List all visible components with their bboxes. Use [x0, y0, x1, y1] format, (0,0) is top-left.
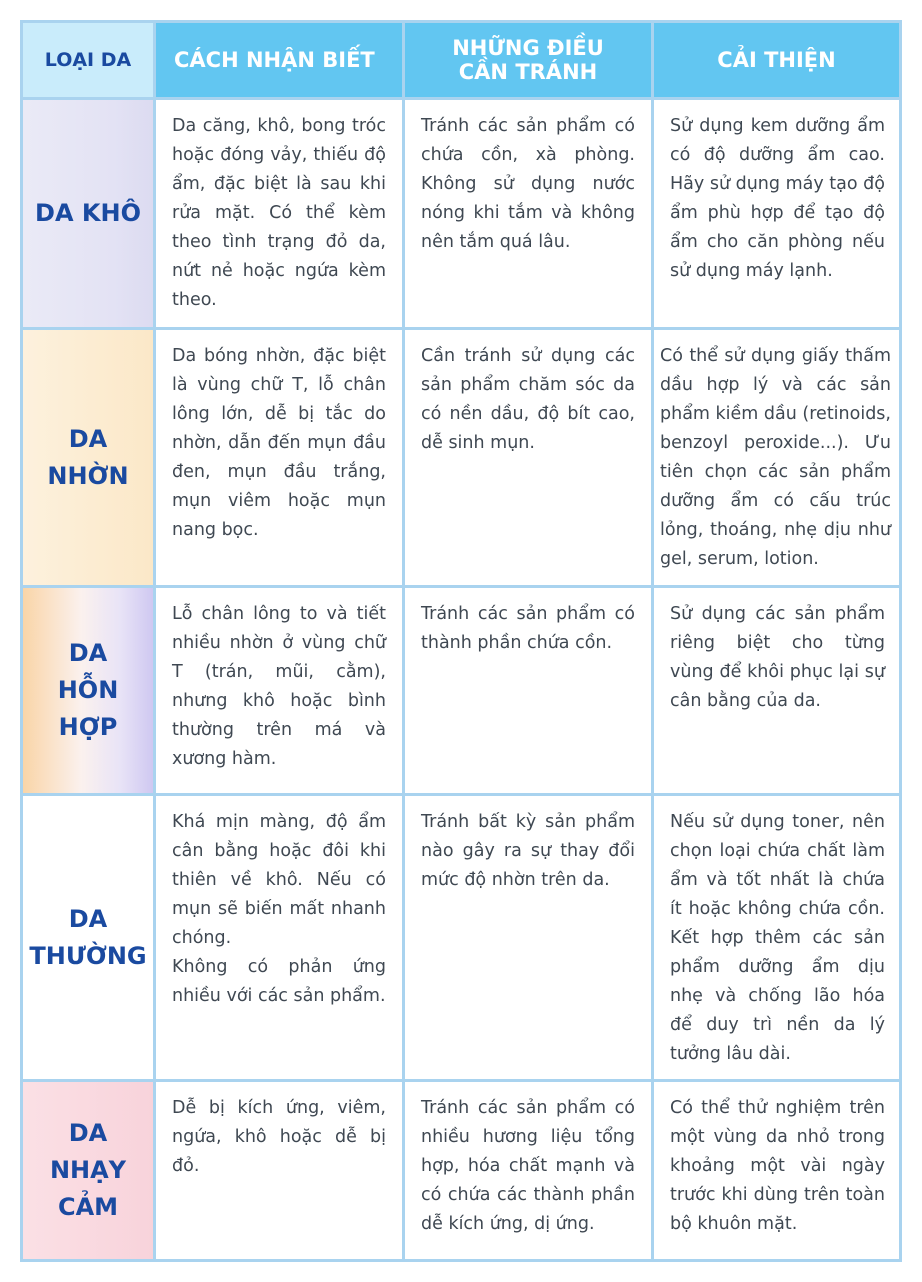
identify-text: Dễ bị kích ứng, viêm, ngứa, khô hoặc dễ bị đỏ. [172, 1098, 386, 1176]
identify-text: Da bóng nhờn, đặc biệt là vùng chữ T, lỗ chân lông lớn, dễ bị tắc do nhờn, dẫn đến mụn đầu đen, mụn đầu trắng, mụn viêm hoặc mụn nang bọc. [172, 346, 386, 540]
identify-cell [156, 796, 402, 1079]
header-improve: CẢI THIỆN [654, 23, 899, 97]
table-header-row [23, 23, 899, 97]
improve-cell [654, 100, 899, 327]
skin-type-label: DA KHÔ [35, 199, 141, 227]
improve-text: Sử dụng các sản phẩm riêng biệt cho từng vùng để khôi phục lại sự cân bằng của da. [670, 604, 885, 711]
header-skin-type: LOẠI DA [23, 23, 153, 97]
identify-cell [156, 588, 402, 793]
skin-type-label: HỖN [57, 676, 119, 704]
header-avoid-line2: CẦN TRÁNH [458, 60, 598, 84]
improve-cell [654, 330, 899, 585]
skin-type-label: DA [68, 904, 108, 933]
header-identify: CÁCH NHẬN BIẾT [156, 23, 402, 97]
table-row-oily-skin [23, 330, 899, 585]
avoid-cell [405, 1082, 651, 1259]
skin-type-label: DA [68, 639, 108, 667]
avoid-text: Tránh bất kỳ sản phẩm nào gây ra sự thay đổi mức độ nhờn trên da. [421, 812, 635, 890]
identify-cell [156, 100, 402, 327]
identify-cell [156, 330, 402, 585]
skin-type-table [20, 20, 902, 1262]
header-avoid [405, 23, 651, 97]
skin-type-label: HỢP [58, 713, 118, 741]
identify-text: Không có phản ứng nhiều với các sản phẩm. [172, 957, 386, 1006]
identify-text: Da căng, khô, bong tróc hoặc đóng vảy, thiếu độ ẩm, đặc biệt là sau khi rửa mặt. Có thể kèm theo tình trạng đỏ da, nứt nẻ hoặc ngứa kèm theo. [172, 116, 386, 310]
avoid-text: Tránh các sản phẩm có nhiều hương liệu tổng hợp, hóa chất mạnh và có chứa các thành phần dễ kích ứng, dị ứng. [421, 1098, 635, 1234]
skin-type-oily [23, 330, 153, 585]
skin-type-label: THƯỜNG [29, 941, 147, 970]
avoid-cell [405, 588, 651, 793]
skin-type-dry [23, 100, 153, 327]
improve-cell [654, 588, 899, 793]
avoid-cell [405, 100, 651, 327]
skin-type-label: DA [68, 1119, 108, 1147]
table-row-dry-skin [23, 100, 899, 327]
avoid-cell [405, 796, 651, 1079]
improve-text: Nếu sử dụng toner, nên chọn loại chứa chất làm ẩm và tốt nhất là chứa ít hoặc không chứa cồn. Kết hợp thêm các sản phẩm dưỡng ẩm dịu nhẹ và chống lão hóa để duy trì nền da lý tưởng lâu dài. [670, 812, 885, 1064]
header-avoid-line1: NHỮNG ĐIỀU [452, 36, 604, 60]
skin-type-label: NHỜN [47, 461, 129, 490]
skin-type-label: DA [68, 424, 108, 453]
avoid-text: Tránh các sản phẩm có chứa cồn, xà phòng. Không sử dụng nước nóng khi tắm và không nên tắm quá lâu. [421, 116, 635, 252]
avoid-text: Cần tránh sử dụng các sản phẩm chăm sóc da có nền dầu, độ bít cao, dễ sinh mụn. [421, 346, 635, 453]
avoid-text: Tránh các sản phẩm có thành phần chứa cồn. [421, 604, 635, 653]
improve-text: Có thể thử nghiệm trên một vùng da nhỏ trong khoảng một vài ngày trước khi dùng trên toàn bộ khuôn mặt. [670, 1098, 885, 1234]
table-row-sensitive-skin [23, 1082, 899, 1259]
identify-cell [156, 1082, 402, 1259]
skin-type-label: NHẠY [49, 1156, 127, 1184]
skin-type-normal [23, 796, 153, 1079]
skin-type-sensitive [23, 1082, 153, 1259]
avoid-cell [405, 330, 651, 585]
improve-cell [654, 796, 899, 1079]
identify-text: Lỗ chân lông to và tiết nhiều nhờn ở vùng chữ T (trán, mũi, cằm), nhưng khô hoặc bình thường trên má và xương hàm. [172, 604, 386, 769]
improve-text: Sử dụng kem dưỡng ẩm có độ dưỡng ẩm cao. Hãy sử dụng máy tạo độ ẩm phù hợp để tạo độ ẩm cho căn phòng nếu sử dụng máy lạnh. [670, 116, 885, 281]
table-row-combination-skin [23, 588, 899, 793]
improve-text: Có thể sử dụng giấy thấm dầu hợp lý và các sản phẩm kiềm dầu (retinoids, benzoyl peroxide...). Ưu tiên chọn các sản phẩm dưỡng ẩm có cấu trúc lỏng, thoáng, nhẹ dịu như gel, serum, lotion. [660, 346, 891, 569]
skin-type-label: CẢM [57, 1193, 119, 1221]
improve-cell [654, 1082, 899, 1259]
skin-type-combination [23, 588, 153, 793]
identify-text: Khá mịn màng, độ ẩm cân bằng hoặc đôi khi thiên về khô. Nếu có mụn sẽ biến mất nhanh chóng. [172, 812, 386, 948]
table-row-normal-skin [23, 796, 899, 1079]
